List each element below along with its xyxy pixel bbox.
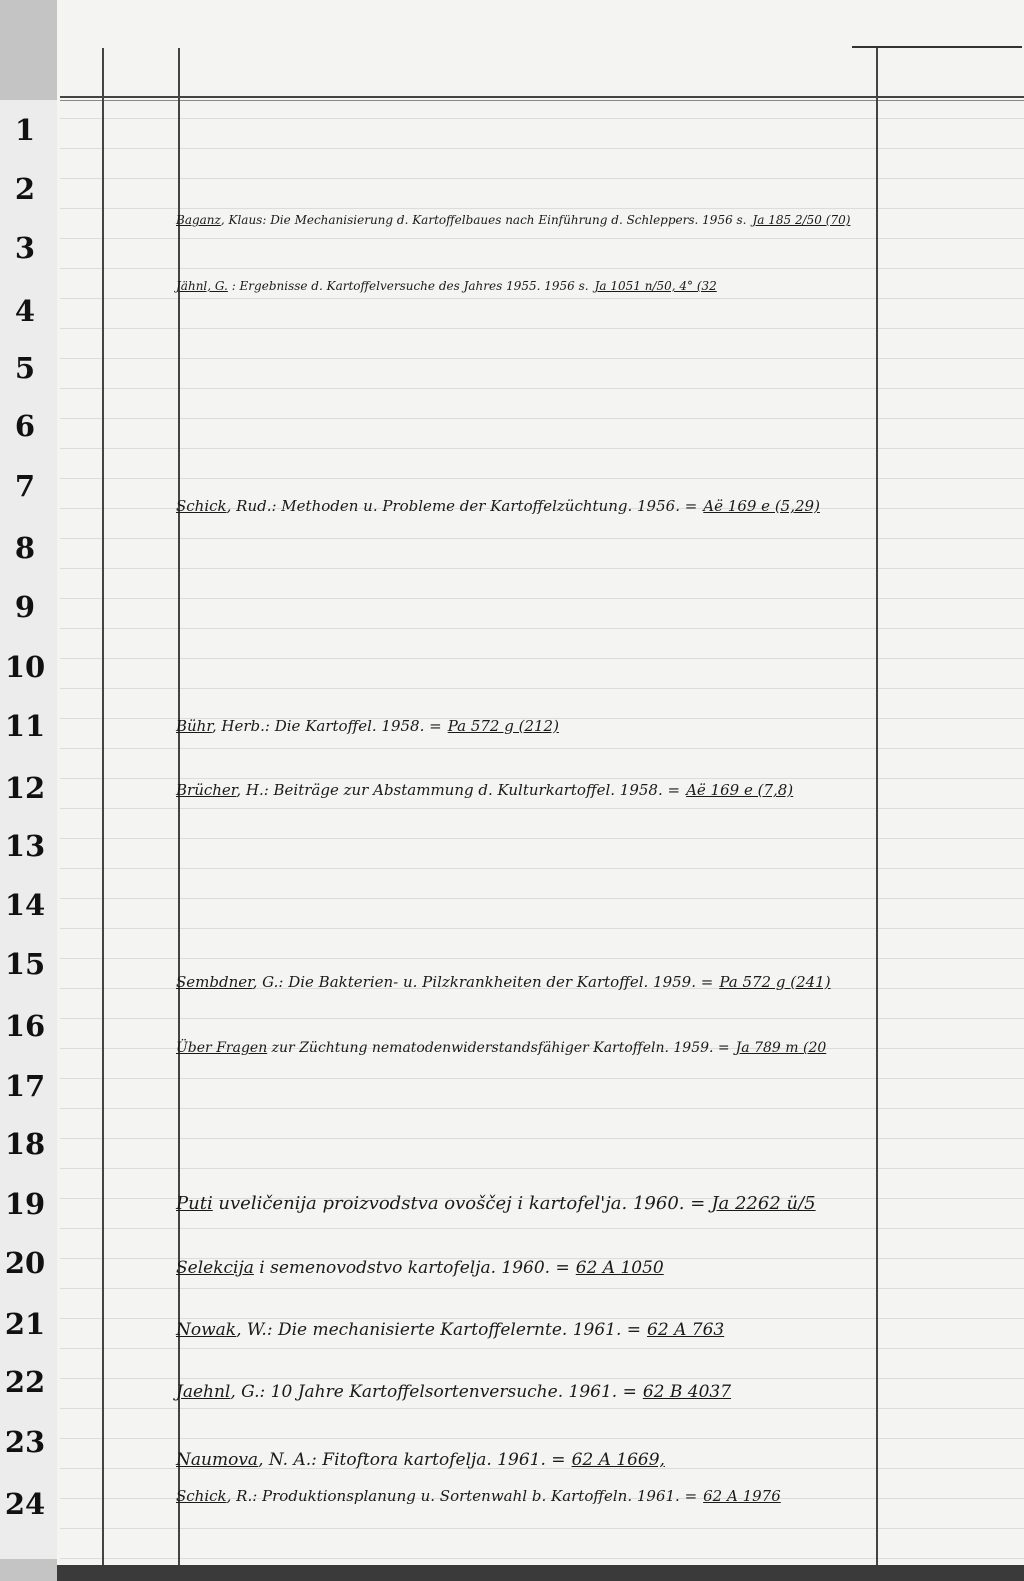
catalog-entry <box>176 970 831 994</box>
catalog-entry <box>176 1036 826 1060</box>
row-number: 5 <box>14 351 36 385</box>
ruled-line <box>60 568 1024 569</box>
row-number: 16 <box>4 1009 46 1043</box>
entry-signature: 62 A 1669, <box>571 1450 665 1470</box>
entry-text: , G.: 10 Jahre Kartoffelsortenversuche. 1961. = <box>230 1382 637 1402</box>
entry-text: , R.: Produktionsplanung u. Sortenwahl b. Kartoffeln. 1961. = <box>226 1487 698 1505</box>
catalog-entry <box>176 494 820 518</box>
entry-author: Jähnl, G. <box>176 279 228 293</box>
ruled-line <box>60 598 1024 599</box>
ruled-line <box>60 1108 1024 1109</box>
page-bottom-edge <box>57 1565 1024 1581</box>
entry-signature: 62 A 1050 <box>575 1258 664 1278</box>
row-number: 20 <box>4 1246 46 1280</box>
header-rule-secondary <box>60 100 1024 101</box>
entry-text: zur Züchtung nematodenwiderstandsfähiger Kartoffeln. 1959. = <box>267 1040 730 1056</box>
entry-text: , G.: Die Bakterien- u. Pilzkrankheiten der Kartoffel. 1959. = <box>252 973 714 991</box>
ruled-line <box>60 958 1024 959</box>
entry-text: uveličenija proizvodstva ovoščej i kartofel'ja. 1960. = <box>212 1193 706 1214</box>
catalog-entry <box>176 1448 665 1472</box>
row-number: 7 <box>14 469 36 503</box>
row-number: 15 <box>4 947 46 981</box>
entry-text: , Klaus: Die Mechanisierung d. Kartoffelbaues nach Einführung d. Schleppers. 1956 s. <box>220 213 747 227</box>
ruled-line <box>60 268 1024 269</box>
entry-author: Naumova <box>176 1450 259 1470</box>
ruled-line <box>60 388 1024 389</box>
entry-signature: Pa 572 g (212) <box>447 717 559 735</box>
entry-author: Selekcija <box>176 1258 254 1278</box>
entry-signature: Aë 169 e (7,8) <box>686 781 794 799</box>
entry-author: Jaehnl <box>176 1382 231 1402</box>
ruled-line <box>60 178 1024 179</box>
row-number: 6 <box>14 409 36 443</box>
entry-signature: Pa 572 g (241) <box>719 973 831 991</box>
ruled-line <box>60 1138 1024 1139</box>
entry-signature: Ja 185 2/50 (70) <box>752 213 851 227</box>
ruled-line <box>60 1408 1024 1409</box>
ruled-line <box>60 298 1024 299</box>
ruled-line <box>60 1228 1024 1229</box>
ruled-line <box>60 478 1024 479</box>
ruled-line <box>60 808 1024 809</box>
ruled-line <box>60 898 1024 899</box>
catalog-entry <box>176 1318 724 1342</box>
row-number: 22 <box>4 1365 46 1399</box>
entry-author: Brücher <box>176 781 237 799</box>
ruled-line <box>60 238 1024 239</box>
entry-author: Baganz <box>176 213 221 227</box>
entry-text: , H.: Beiträge zur Abstammung d. Kulturkartoffel. 1958. = <box>236 781 681 799</box>
row-number: 8 <box>14 531 36 565</box>
ruled-line <box>60 418 1024 419</box>
ruled-line <box>60 538 1024 539</box>
catalog-entry <box>176 1484 781 1508</box>
ruled-line <box>60 928 1024 929</box>
entry-author: Nowak <box>176 1320 237 1340</box>
ruled-line <box>60 688 1024 689</box>
entry-signature: 62 B 4037 <box>642 1382 732 1402</box>
ruled-line <box>60 448 1024 449</box>
entry-text: , W.: Die mechanisierte Kartoffelernte. 1961. = <box>236 1320 642 1340</box>
catalog-entry <box>176 274 717 298</box>
row-number: 3 <box>14 231 36 265</box>
catalog-entry <box>176 1192 816 1216</box>
ruled-line <box>60 1558 1024 1559</box>
ruled-line <box>60 358 1024 359</box>
row-number: 19 <box>4 1187 46 1221</box>
ruled-line <box>60 1378 1024 1379</box>
ruled-line <box>60 658 1024 659</box>
row-number: 9 <box>14 590 36 624</box>
row-number: 18 <box>4 1127 46 1161</box>
ruled-line <box>60 1078 1024 1079</box>
entry-signature: 62 A 763 <box>647 1320 725 1340</box>
header-rule <box>60 96 1024 98</box>
entry-author: Schick <box>176 497 227 515</box>
row-number: 13 <box>4 829 46 863</box>
entry-signature: Ja 2262 ü/5 <box>711 1193 816 1214</box>
ruled-line <box>60 118 1024 119</box>
ruled-line <box>60 748 1024 749</box>
ruled-line <box>60 1528 1024 1529</box>
entry-text: , N. A.: Fitoftora kartofelja. 1961. = <box>258 1450 566 1470</box>
row-number: 4 <box>14 294 36 328</box>
strip-bottom-shade <box>0 1559 57 1581</box>
strip-top-shade <box>0 0 57 100</box>
ruled-line <box>60 1018 1024 1019</box>
ruled-line <box>60 148 1024 149</box>
ruled-line <box>60 328 1024 329</box>
entry-author: Über Fragen <box>176 1040 268 1056</box>
ruled-line <box>60 1168 1024 1169</box>
row-number: 2 <box>14 172 36 206</box>
catalog-entry <box>176 778 793 802</box>
catalog-entry <box>176 1380 731 1404</box>
row-number: 23 <box>4 1425 46 1459</box>
entry-author: Schick <box>176 1487 227 1505</box>
ruled-line <box>60 628 1024 629</box>
entry-signature: Ja 789 m (20 <box>735 1040 827 1056</box>
row-number: 1 <box>14 113 36 147</box>
catalog-entry <box>176 714 559 738</box>
entry-signature: 62 A 1976 <box>703 1487 781 1505</box>
row-number: 11 <box>4 709 46 743</box>
entry-author: Bühr <box>176 717 212 735</box>
ruled-line <box>60 1348 1024 1349</box>
catalog-entry <box>176 208 850 232</box>
row-number: 17 <box>4 1069 46 1103</box>
row-number: 10 <box>4 650 46 684</box>
row-number: 12 <box>4 771 46 805</box>
ruled-line <box>60 838 1024 839</box>
ruled-line <box>60 868 1024 869</box>
row-number: 24 <box>4 1487 46 1521</box>
entry-author: Puti <box>176 1193 213 1214</box>
entry-signature: Ja 1051 n/50, 4° (32 <box>594 279 717 293</box>
entry-author: Sembdner <box>176 973 253 991</box>
entry-text: , Herb.: Die Kartoffel. 1958. = <box>211 717 442 735</box>
entry-signature: Aë 169 e (5,29) <box>703 497 820 515</box>
entry-text: i semenovodstvo kartofelja. 1960. = <box>253 1258 570 1278</box>
ruled-line <box>60 1438 1024 1439</box>
margin-line-left <box>102 48 104 1565</box>
margin-line-right <box>876 48 878 1565</box>
entry-text: : Ergebnisse d. Kartoffelversuche des Jahres 1955. 1956 s. <box>227 279 589 293</box>
row-number: 21 <box>4 1307 46 1341</box>
row-number: 14 <box>4 888 46 922</box>
ruled-line <box>60 1288 1024 1289</box>
entry-text: , Rud.: Methoden u. Probleme der Kartoffelzüchtung. 1956. = <box>226 497 698 515</box>
catalog-entry <box>176 1256 664 1280</box>
